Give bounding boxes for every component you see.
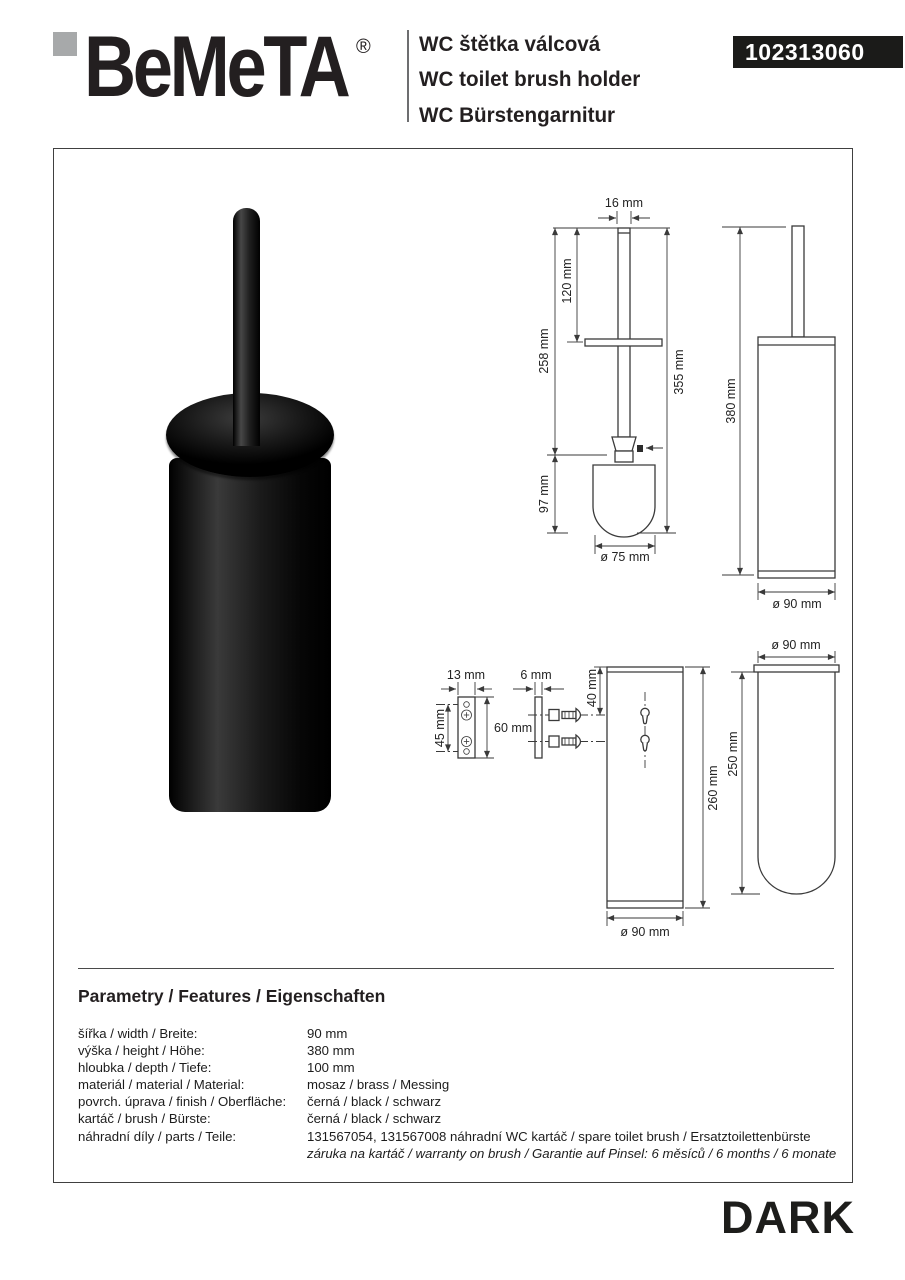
registered-mark-icon: ®: [356, 36, 371, 58]
spec-label: kartáč / brush / Bürste:: [78, 1111, 211, 1127]
spec-table: [78, 1025, 836, 1162]
dim-90mm-mounting-label: ø 90 mm: [620, 925, 670, 939]
product-title-cs: WC štětka válcová: [419, 32, 601, 56]
spec-value: černá / black / schwarz: [307, 1111, 442, 1127]
dim-13mm-label: 13 mm: [446, 668, 486, 682]
spec-row-width: [78, 1025, 836, 1042]
spec-value: 380 mm: [307, 1043, 355, 1059]
spec-value: záruka na kartáč / warranty on brush / Garantie auf Pinsel: 6 měsíců / 6 months / 6 monate: [307, 1145, 837, 1161]
dim-380mm-label: 380 mm: [724, 378, 738, 424]
spec-label: materiál / material / Material:: [78, 1077, 245, 1093]
spec-label: povrch. úprava / finish / Oberfläche:: [78, 1094, 287, 1110]
spec-row-material: [78, 1076, 836, 1093]
features-heading: Parametry / Features / Eigenschaften: [78, 986, 386, 1006]
dim-6mm-label: 6 mm: [520, 668, 552, 682]
drawing-mounting: [433, 667, 720, 939]
brand-name: BeMeTA: [84, 19, 348, 115]
spec-row-parts: [78, 1128, 836, 1145]
spec-row-brush: [78, 1110, 836, 1127]
spec-label: výška / height / Höhe:: [78, 1043, 205, 1059]
spec-row-finish: [78, 1093, 836, 1110]
dim-75mm-label: ø 75 mm: [600, 550, 650, 564]
spec-value: mosaz / brass / Messing: [307, 1077, 450, 1093]
dim-40mm-label: 40 mm: [585, 668, 599, 708]
spec-value: 90 mm: [307, 1026, 348, 1041]
spec-label: náhradní díly / parts / Teile:: [78, 1128, 237, 1144]
spec-row-height: [78, 1042, 836, 1059]
spec-value: 100 mm: [307, 1060, 355, 1076]
dim-90mm-holder-label: ø 90 mm: [772, 597, 822, 611]
product-code: 102313060: [745, 39, 865, 65]
features-divider: [78, 968, 834, 969]
dim-90mm-insert-label: ø 90 mm: [771, 638, 821, 652]
spec-row-warranty: [78, 1145, 836, 1162]
dim-260mm-label: 260 mm: [706, 765, 720, 811]
spec-label: hloubka / depth / Tiefe:: [78, 1060, 212, 1076]
drawing-holder-front: [722, 226, 835, 611]
spec-row-depth: [78, 1059, 836, 1076]
dim-97mm-label: 97 mm: [537, 474, 551, 514]
dim-45mm-label: 45 mm: [433, 708, 447, 748]
dim-258mm-label: 258 mm: [537, 328, 551, 374]
spec-label: šířka / width / Breite:: [78, 1026, 198, 1041]
spec-value: černá / black / schwarz: [307, 1094, 442, 1110]
dim-120mm-label: 120 mm: [560, 258, 574, 304]
collection-name: DARK: [721, 1192, 855, 1243]
drawing-brush-side: [537, 196, 686, 564]
dim-250mm-label: 250 mm: [726, 731, 740, 777]
dim-16mm-label: 16 mm: [604, 196, 644, 210]
product-title-de: WC Bürstengarnitur: [419, 102, 616, 127]
dim-355mm-label: 355 mm: [672, 349, 686, 395]
product-title-en: WC toilet brush holder: [419, 67, 641, 92]
drawing-insert: [726, 638, 839, 894]
dim-60mm-label: 60 mm: [494, 721, 533, 735]
spec-value: 131567054, 131567008 náhradní WC kartáč / spare toilet brush / Ersatztoilettenbürste: [307, 1128, 811, 1144]
